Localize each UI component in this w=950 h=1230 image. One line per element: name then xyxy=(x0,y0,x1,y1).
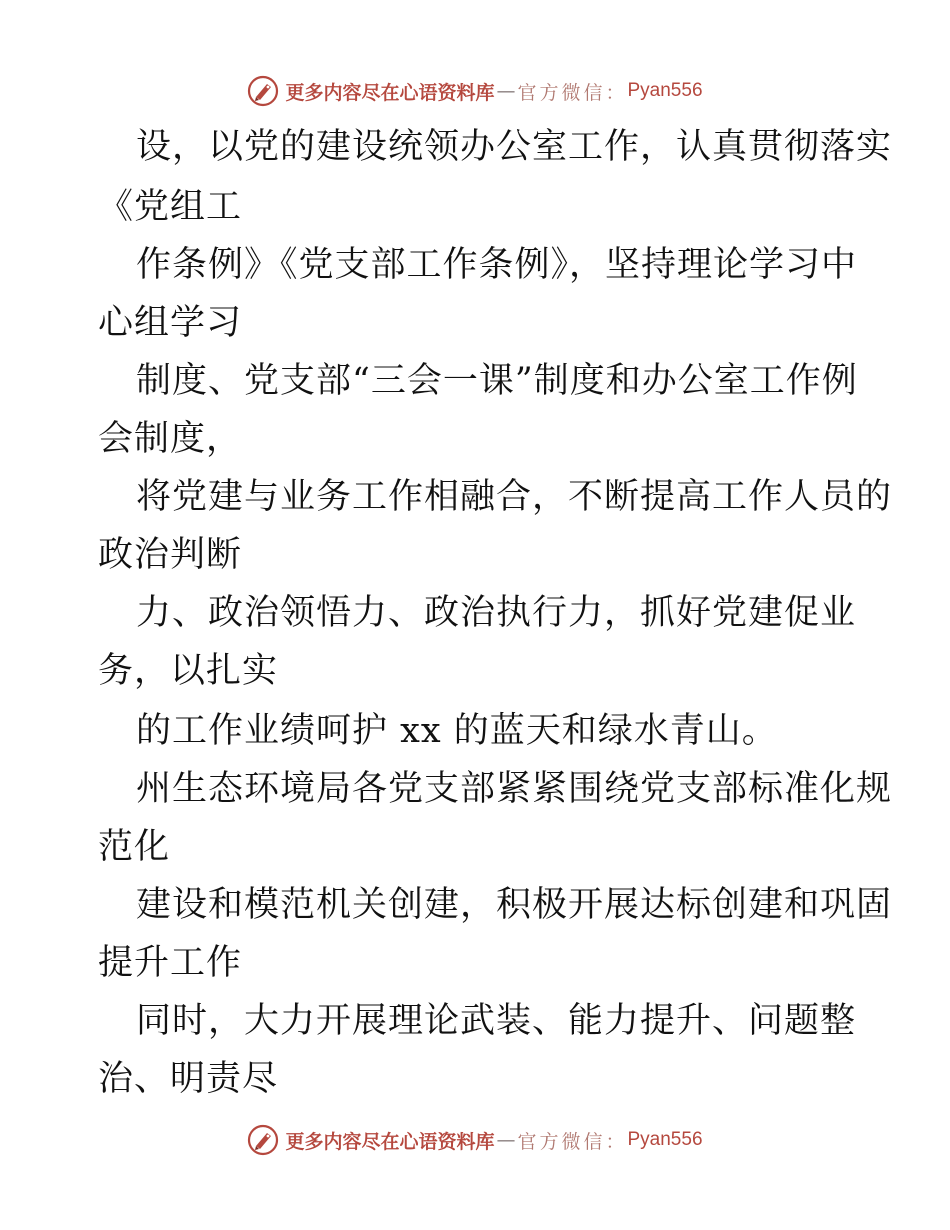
body-line-3: 作条例》《党支部工作条例》，坚持理论学习中 xyxy=(136,245,858,285)
header-wechat-label: 官方微信： xyxy=(517,81,628,104)
body-line-10: 务，以扎实 xyxy=(98,651,279,691)
header-banner xyxy=(0,71,950,111)
footer-separator: — xyxy=(496,1129,516,1151)
body-line-2: 《党组工 xyxy=(98,187,243,227)
body-line-13: 范化 xyxy=(98,827,171,867)
footer-brand-text: 更多内容尽在心语资料库 xyxy=(285,1130,495,1153)
body-line-4: 心组学习 xyxy=(98,303,243,343)
footer-wechat-id: Pyan556 xyxy=(627,1129,703,1150)
body-line-15: 提升工作 xyxy=(98,943,243,983)
body-line-11: 的工作业绩呵护 xx 的蓝天和绿水青山。 xyxy=(136,711,778,751)
body-line-14: 建设和模范机关创建，积极开展达标创建和巩固 xyxy=(136,885,893,925)
body-line-7: 将党建与业务工作相融合，不断提高工作人员的 xyxy=(136,477,893,517)
body-line-8: 政治判断 xyxy=(98,535,243,575)
body-line-6: 会制度， xyxy=(98,419,243,459)
body-line-5: 制度、党支部“三会一课”制度和办公室工作例 xyxy=(136,361,858,401)
pen-logo-icon xyxy=(247,1124,279,1156)
body-line-1: 设，以党的建设统领办公室工作，认真贯彻落实 xyxy=(136,127,893,167)
footer-wechat-label: 官方微信： xyxy=(517,1130,628,1153)
body-line-12: 州生态环境局各党支部紧紧围绕党支部标准化规 xyxy=(136,769,893,809)
header-separator: — xyxy=(496,80,516,102)
body-line-9: 力、政治领悟力、政治执行力，抓好党建促业 xyxy=(136,593,857,633)
body-line-16: 同时，大力开展理论武装、能力提升、问题整 xyxy=(136,1001,857,1041)
footer-banner xyxy=(0,1120,950,1160)
pen-logo-icon xyxy=(247,75,279,107)
header-wechat-id: Pyan556 xyxy=(627,80,703,101)
body-line-17: 治、明责尽 xyxy=(98,1059,279,1099)
header-brand-text: 更多内容尽在心语资料库 xyxy=(285,81,495,104)
